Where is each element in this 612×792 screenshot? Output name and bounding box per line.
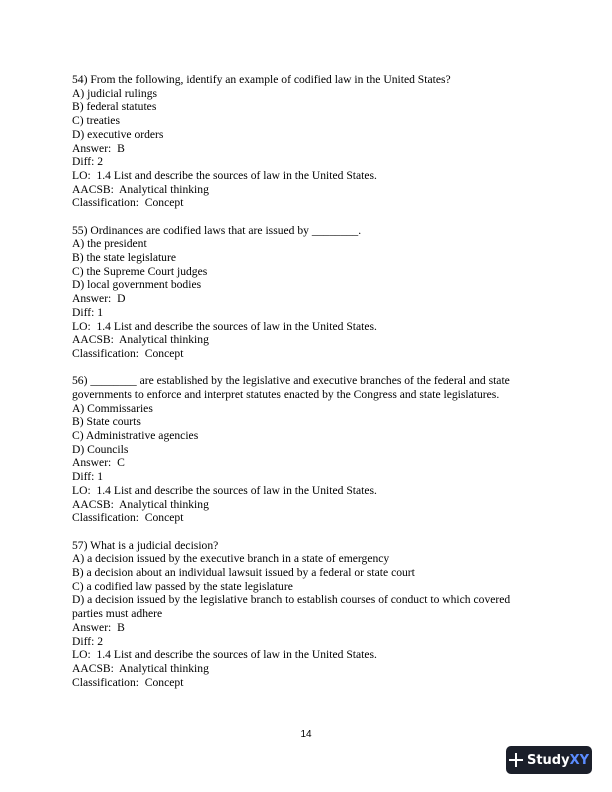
- page-number: 14: [300, 729, 312, 740]
- aacsb: AACSB: Analytical thinking: [72, 661, 209, 675]
- brand-suffix: XY: [569, 752, 590, 768]
- question-text: 56) ________ are established by the legislative and executive branches of the federal and state governments to enforce and interpret statutes enacted by the Congress and state legislatures.: [72, 374, 513, 401]
- choice-c: C) Administrative agencies: [72, 429, 199, 443]
- aacsb: AACSB: Analytical thinking: [72, 182, 209, 196]
- question-text: 57) What is a judicial decision?: [72, 538, 219, 552]
- question-block-55: [72, 224, 542, 361]
- page-content: [72, 73, 542, 703]
- learning-objective: LO: 1.4 List and describe the sources of law in the United States.: [72, 483, 377, 497]
- brand-prefix: Study: [526, 752, 570, 768]
- learning-objective: LO: 1.4 List and describe the sources of law in the United States.: [72, 319, 377, 333]
- classification: Classification: Concept: [72, 196, 184, 210]
- answer: Answer: B: [72, 620, 125, 634]
- question-block-54: [72, 73, 542, 210]
- aacsb: AACSB: Analytical thinking: [72, 333, 209, 347]
- aacsb: AACSB: Analytical thinking: [72, 497, 209, 511]
- classification: Classification: Concept: [72, 511, 184, 525]
- answer: Answer: D: [72, 292, 126, 306]
- choice-b: B) State courts: [72, 415, 141, 429]
- choice-c: C) the Supreme Court judges: [72, 264, 208, 278]
- answer: Answer: C: [72, 456, 125, 470]
- choice-d: D) local government bodies: [72, 278, 202, 292]
- choice-c: C) treaties: [72, 114, 120, 128]
- choice-a: A) judicial rulings: [72, 86, 158, 100]
- classification: Classification: Concept: [72, 675, 184, 689]
- question-block-57: [72, 539, 542, 690]
- choice-b: B) federal statutes: [72, 100, 157, 114]
- choice-c: C) a codified law passed by the state legislature: [72, 579, 293, 593]
- answer: Answer: B: [72, 141, 125, 155]
- choice-a: A) the president: [72, 237, 147, 251]
- question-text: 54) From the following, identify an example of codified law in the United States?: [72, 73, 451, 86]
- plus-icon: [509, 753, 523, 767]
- choice-b: B) the state legislature: [72, 251, 176, 265]
- learning-objective: LO: 1.4 List and describe the sources of law in the United States.: [72, 648, 377, 662]
- difficulty: Diff: 1: [72, 305, 104, 319]
- question-block-56: [72, 374, 542, 525]
- choice-a: A) Commissaries: [72, 401, 153, 415]
- choice-b: B) a decision about an individual lawsuit issued by a federal or state court: [72, 565, 415, 579]
- studyxy-badge[interactable]: [506, 746, 592, 774]
- difficulty: Diff: 2: [72, 155, 104, 169]
- brand-name: [527, 753, 589, 768]
- choice-d: D) executive orders: [72, 127, 164, 141]
- choice-a: A) a decision issued by the executive branch in a state of emergency: [72, 552, 390, 566]
- learning-objective: LO: 1.4 List and describe the sources of law in the United States.: [72, 168, 377, 182]
- difficulty: Diff: 1: [72, 470, 104, 484]
- question-text: 55) Ordinances are codified laws that are issued by ________.: [72, 223, 362, 237]
- choice-d: D) Councils: [72, 442, 129, 456]
- choice-d: D) a decision issued by the legislative branch to establish courses of conduct to which covered parties must adhere: [72, 593, 514, 621]
- classification: Classification: Concept: [72, 346, 184, 360]
- difficulty: Diff: 2: [72, 634, 104, 648]
